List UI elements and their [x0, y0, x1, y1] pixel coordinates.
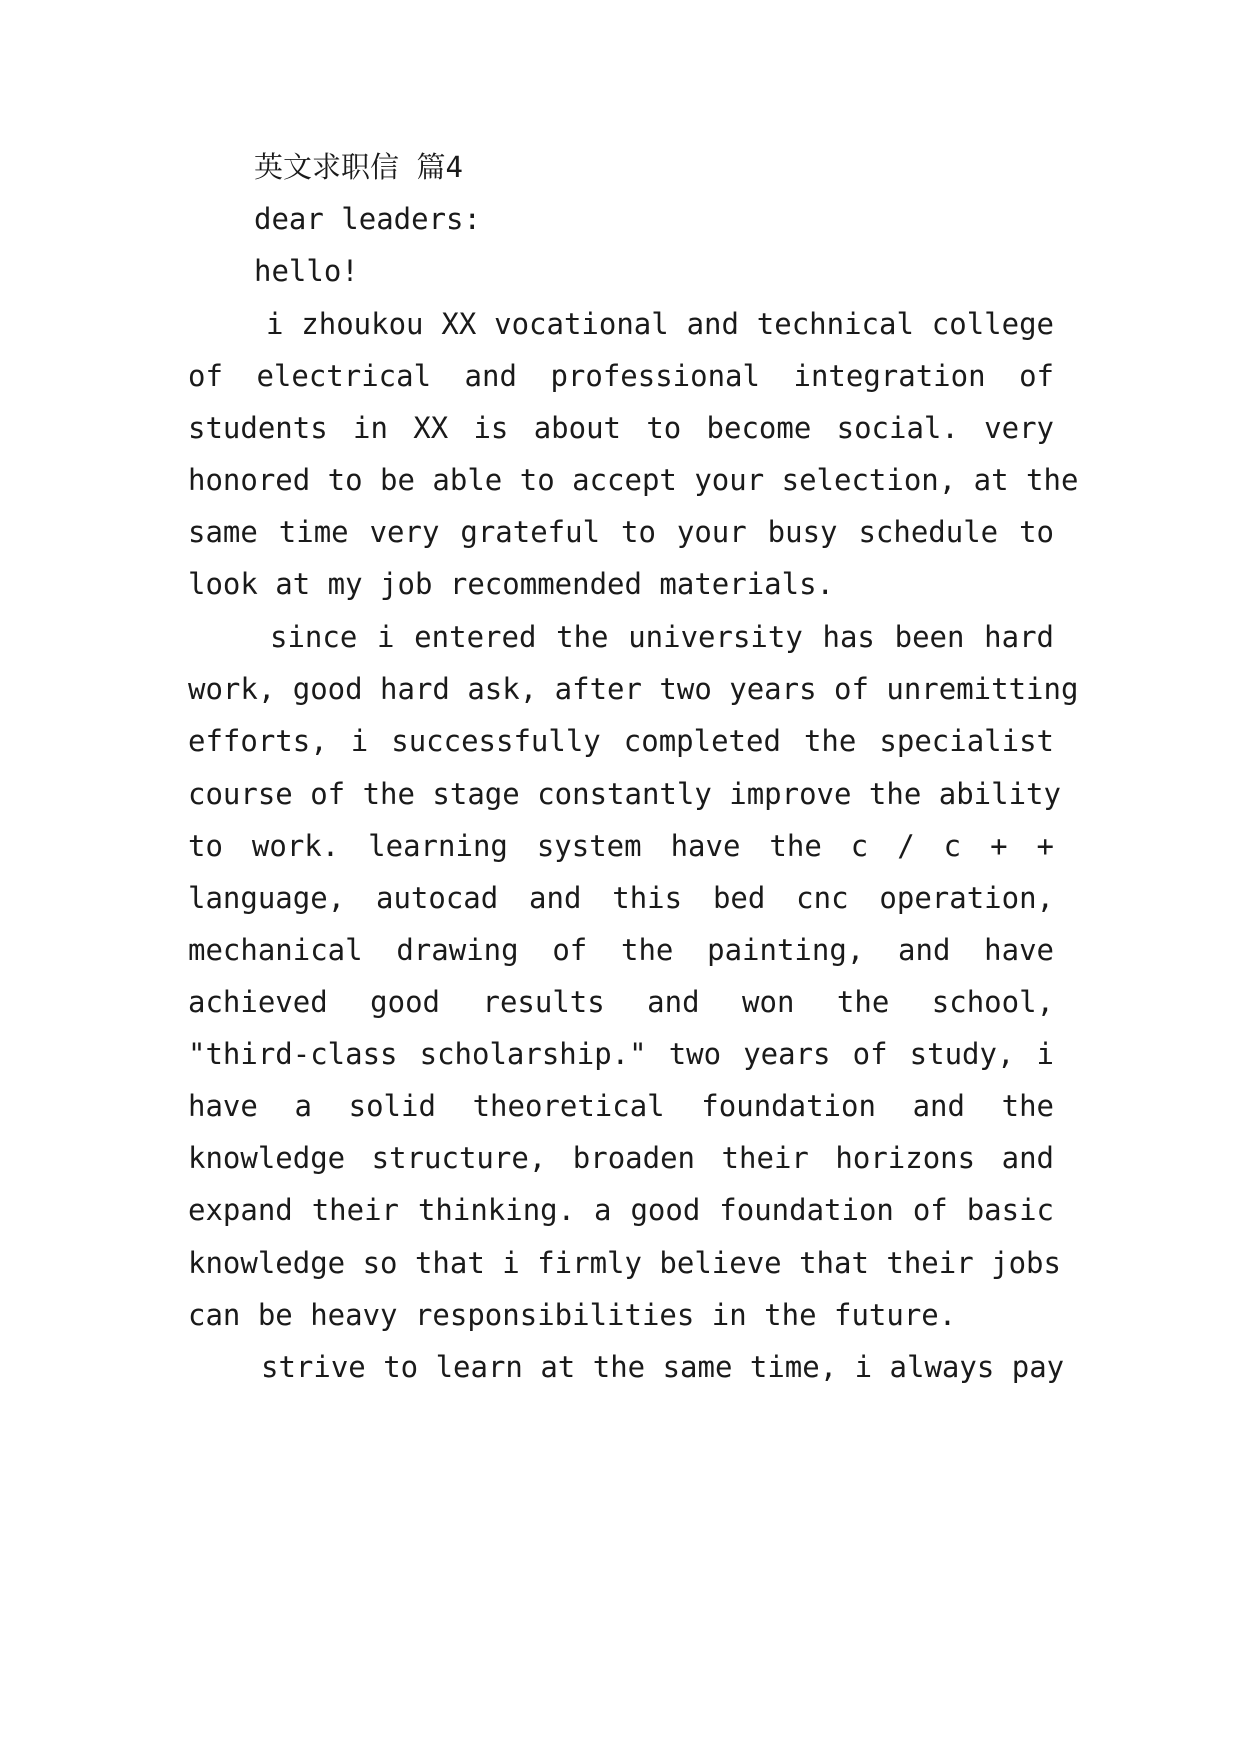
paragraph-line: course of the stage constantly improve the ability	[188, 777, 1061, 811]
paragraph-line: work, good hard ask, after two years of unremitting	[188, 672, 1079, 706]
paragraph-line: "third-class scholarship." two years of study, i	[188, 1037, 1054, 1071]
paragraph-line: honored to be able to accept your selection, at the	[188, 463, 1079, 497]
paragraph-line: students in XX is about to become social. very	[188, 411, 1054, 445]
paragraph-line: strive to learn at the same time, i always pay	[261, 1350, 1065, 1384]
paragraph-line: efforts, i successfully completed the specialist	[188, 724, 1054, 758]
paragraph-line: expand their thinking. a good foundation of basic	[188, 1193, 1054, 1227]
greeting: hello!	[254, 254, 359, 288]
paragraph-line: i zhoukou XX vocational and technical college	[266, 307, 1054, 341]
paragraph-line: since i entered the university has been hard	[270, 620, 1054, 654]
paragraph-line: have a solid theoretical foundation and the	[188, 1089, 1054, 1123]
salutation: dear leaders:	[254, 202, 481, 236]
paragraph-line: look at my job recommended materials.	[188, 567, 835, 601]
document-heading: 英文求职信 篇4	[254, 150, 463, 184]
paragraph-line: knowledge so that i firmly believe that their jobs	[188, 1246, 1061, 1280]
paragraph-line: knowledge structure, broaden their horizons and	[188, 1141, 1054, 1175]
paragraph-line: same time very grateful to your busy schedule to	[188, 515, 1054, 549]
paragraph-line: of electrical and professional integration of	[188, 359, 1054, 393]
paragraph-line: mechanical drawing of the painting, and have	[188, 933, 1054, 967]
paragraph-line: can be heavy responsibilities in the future.	[188, 1298, 957, 1332]
paragraph-line: to work. learning system have the c / c + +	[188, 829, 1054, 863]
paragraph-line: achieved good results and won the school,	[188, 985, 1054, 1019]
paragraph-line: language, autocad and this bed cnc operation,	[188, 881, 1054, 915]
